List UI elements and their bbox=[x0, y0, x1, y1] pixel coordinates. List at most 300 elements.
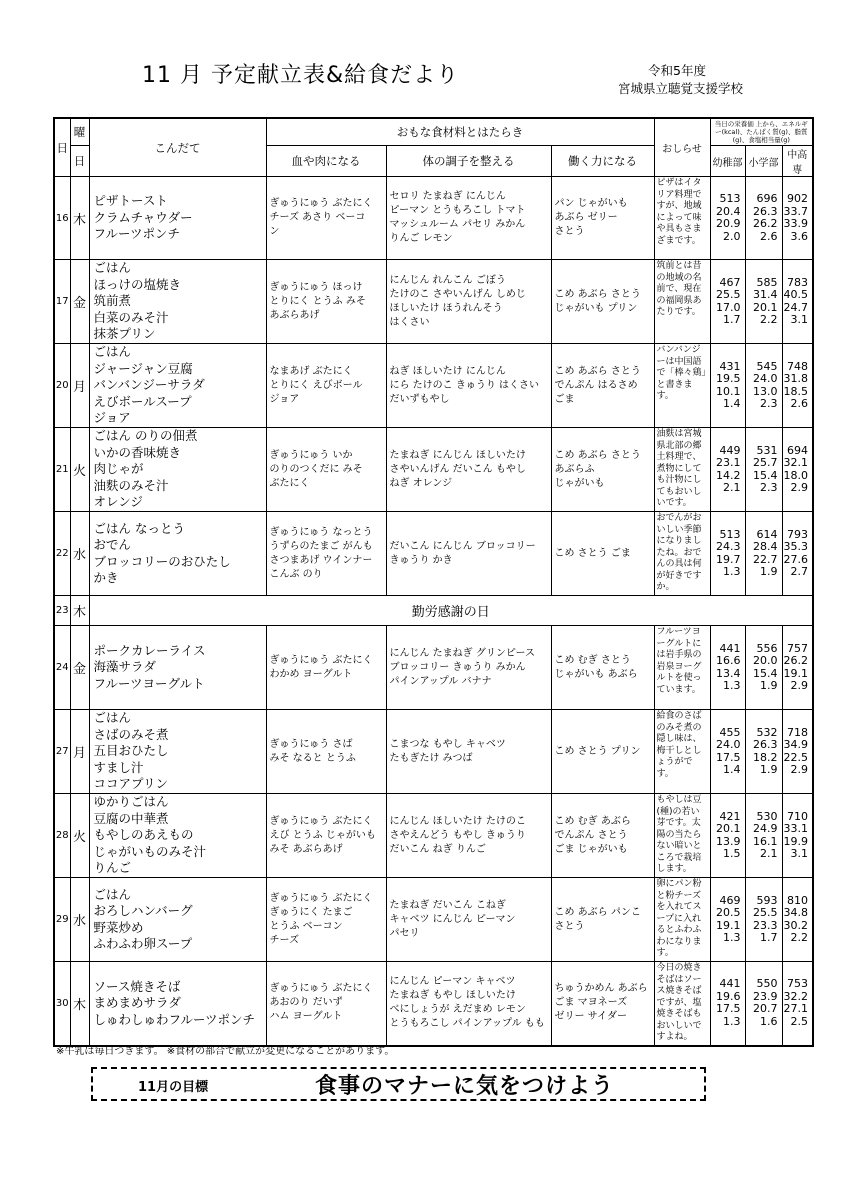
holiday-cell: 勤労感謝の日 bbox=[89, 596, 813, 626]
dish-list bbox=[89, 962, 266, 1046]
nutrition-middle-high-line: 2.9 bbox=[790, 763, 809, 776]
dish-list-line: フルーツヨーグルト bbox=[93, 675, 205, 691]
weekday-cell: 水 bbox=[70, 878, 89, 962]
nutrition-kinder bbox=[710, 710, 745, 794]
ingredients-blood-line: ぎゅうにゅう ほっけ bbox=[269, 281, 363, 293]
notice-cell: おでんがおいしい季節になりましたね。おでんの具は何が好きですか。 bbox=[654, 512, 710, 596]
ingredients-body bbox=[386, 512, 551, 596]
footnote: ※牛乳は毎日つきます。 ※食材の都合で献立が変更になることがあります。 bbox=[56, 1046, 395, 1057]
nutrition-kinder-line: 19.7 bbox=[716, 552, 741, 566]
nutrition-kinder-line: 1.3 bbox=[723, 565, 741, 578]
dish-list-line: しゅわしゅわフルーツポンチ bbox=[93, 1011, 256, 1027]
ingredients-blood bbox=[266, 344, 386, 428]
nutrition-elementary-line: 1.6 bbox=[760, 1014, 778, 1028]
table-row bbox=[54, 710, 813, 794]
ingredients-energy-line: ごま マヨネーズ bbox=[554, 997, 628, 1009]
nutrition-kinder bbox=[710, 344, 745, 428]
notice-cell: バンバンジーは中国語で「棒々鶏」と書きます。 bbox=[654, 344, 710, 428]
ingredients-blood-line: ぎゅうにゅう なっとう bbox=[269, 526, 373, 538]
nutrition-elementary-line: 24.9 bbox=[753, 822, 778, 835]
nutrition-elementary-line: 2.3 bbox=[760, 481, 778, 494]
nutrition-middle-high-line: 694 bbox=[787, 443, 809, 457]
nutrition-elementary-line: 26.3 bbox=[753, 738, 778, 751]
ingredients-body-line: たまねぎ だいこん こねぎ bbox=[389, 899, 506, 911]
day-cell: 28 bbox=[54, 794, 70, 878]
ingredients-body-line: とうもろこし パインアップル もも bbox=[389, 1018, 545, 1030]
notice-cell: 筑前とは昔の地域の名前で、現在の福岡県あたりです。 bbox=[654, 260, 710, 344]
dish-list-line: 抹茶プリン bbox=[93, 326, 156, 342]
col-nutrition-note: 当日の栄養価 上から、エネルギー(kcal)、たんぱく質(g)、脂質(g)、食塩相当量(g) bbox=[710, 118, 813, 146]
dish-list-line: かき bbox=[93, 570, 119, 585]
nutrition-middle-high-line: 18.0 bbox=[783, 468, 809, 482]
ingredients-energy-line: じゃがいも bbox=[554, 477, 605, 489]
nutrition-elementary bbox=[745, 428, 782, 512]
nutrition-elementary-line: 2.1 bbox=[760, 847, 778, 860]
dish-list-line: ココアプリン bbox=[93, 776, 169, 792]
dish-list bbox=[89, 878, 266, 962]
dish-list bbox=[89, 344, 266, 428]
dish-list-line: ほっけの塩焼き bbox=[93, 276, 182, 292]
ingredients-body-line: たまねぎ にんじん ほしいたけ bbox=[389, 449, 526, 461]
dish-list-line: オレンジ bbox=[93, 494, 143, 510]
nutrition-middle-high-line: 40.5 bbox=[783, 288, 809, 301]
nutrition-kinder-line: 17.0 bbox=[716, 300, 741, 314]
weekday-cell: 月 bbox=[70, 344, 89, 428]
ingredients-energy-line: こめ あぶら さとう bbox=[554, 288, 641, 300]
nutrition-middle-high-line: 810 bbox=[787, 893, 809, 907]
dish-list-line: ごはん なっとう bbox=[93, 520, 185, 536]
dish-list-line: ふわふわ卵スープ bbox=[93, 936, 193, 951]
nutrition-elementary-line: 2.3 bbox=[760, 397, 778, 410]
nutrition-elementary-line: 15.4 bbox=[753, 468, 778, 482]
nutrition-kinder-line: 16.6 bbox=[716, 654, 741, 667]
nutrition-middle-high-line: 27.6 bbox=[783, 552, 809, 566]
nutrition-elementary-line: 1.9 bbox=[760, 679, 778, 692]
ingredients-body bbox=[386, 260, 551, 344]
ingredients-blood-line: チーズ あさり ベーコ bbox=[269, 212, 366, 223]
nutrition-middle-high bbox=[782, 794, 813, 878]
nutrition-elementary-line: 556 bbox=[756, 641, 778, 655]
nutrition-elementary bbox=[745, 344, 782, 428]
nutrition-kinder-line: 469 bbox=[719, 893, 741, 907]
ingredients-blood-line: ぎゅうにく たまご bbox=[269, 906, 353, 918]
dish-list-line: えびボールスープ bbox=[93, 393, 192, 409]
dish-list bbox=[89, 794, 266, 878]
dish-list-line: ジョア bbox=[93, 410, 131, 426]
dish-list-line: すまし汁 bbox=[93, 759, 144, 775]
ingredients-energy-line: あぶら ゼリー bbox=[554, 212, 618, 223]
nutrition-middle-high-line: 33.9 bbox=[783, 217, 809, 230]
nutrition-middle-high-line: 31.8 bbox=[783, 372, 809, 385]
weekday-cell: 水 bbox=[70, 512, 89, 596]
ingredients-blood-line: ぶたにく bbox=[269, 477, 310, 489]
dish-list-line: 野菜炒め bbox=[93, 919, 144, 935]
nutrition-middle-high-line: 19.1 bbox=[783, 666, 809, 680]
ingredients-body-line: セロリ たまねぎ にんじん bbox=[389, 191, 506, 202]
nutrition-elementary-line: 585 bbox=[756, 275, 778, 289]
nutrition-middle-high-line: 2.2 bbox=[790, 931, 809, 944]
ingredients-blood bbox=[266, 260, 386, 344]
ingredients-blood-line: みそ なると とうふ bbox=[269, 752, 356, 764]
nutrition-kinder-line: 1.4 bbox=[723, 763, 741, 776]
ingredients-blood-line: ハム ヨーグルト bbox=[269, 1011, 343, 1023]
ingredients-blood-line: ジョア bbox=[269, 393, 300, 405]
ingredients-blood bbox=[266, 428, 386, 512]
ingredients-blood-line: チーズ bbox=[269, 934, 299, 946]
nutrition-middle-high-line: 22.5 bbox=[783, 750, 809, 764]
ingredients-energy-line: あぶらふ bbox=[554, 463, 595, 475]
col-blood: 血や肉になる bbox=[266, 146, 386, 177]
nutrition-middle-high bbox=[782, 260, 813, 344]
col-elementary: 小学部 bbox=[745, 146, 782, 177]
nutrition-middle-high-line: 3.6 bbox=[790, 229, 809, 243]
nutrition-elementary-line: 531 bbox=[756, 443, 778, 457]
school-name: 宮城県立聴覚支援学校 bbox=[618, 81, 744, 96]
nutrition-elementary bbox=[745, 878, 782, 962]
ingredients-energy-line: こめ あぶら パンこ bbox=[554, 906, 641, 918]
dish-list-line: バンバンジーサラダ bbox=[93, 377, 205, 393]
ingredients-body-line: マッシュルーム パセリ みかん bbox=[389, 219, 526, 230]
weekday-cell: 火 bbox=[70, 428, 89, 512]
ingredients-energy-line: こめ むぎ さとう bbox=[554, 654, 631, 666]
dish-list-line: ごはん bbox=[93, 710, 132, 726]
nutrition-kinder-line: 441 bbox=[719, 641, 741, 655]
dish-list bbox=[89, 626, 266, 710]
dish-list-line: おろしハンバーグ bbox=[93, 903, 193, 918]
ingredients-energy-line: ごま じゃがいも bbox=[554, 843, 628, 855]
day-cell: 29 bbox=[54, 878, 70, 962]
nutrition-middle-high bbox=[782, 710, 813, 794]
nutrition-kinder bbox=[710, 177, 745, 260]
nutrition-middle-high-line: 26.2 bbox=[783, 654, 809, 667]
ingredients-body-line: ねぎ オレンジ bbox=[389, 477, 453, 489]
nutrition-elementary-line: 15.4 bbox=[753, 666, 778, 680]
ingredients-blood-line: ぎゅうにゅう ぶたにく bbox=[269, 983, 373, 995]
ingredients-blood-line: とりにく とうふ みそ bbox=[269, 295, 366, 307]
nutrition-kinder-line: 449 bbox=[719, 443, 741, 457]
day-cell: 24 bbox=[54, 626, 70, 710]
nutrition-middle-high-line: 34.8 bbox=[783, 906, 809, 919]
table-row bbox=[54, 626, 813, 710]
nutrition-kinder bbox=[710, 428, 745, 512]
nutrition-kinder-line: 20.1 bbox=[716, 822, 741, 835]
ingredients-energy-line: ゼリー サイダー bbox=[554, 1011, 627, 1023]
dish-list-line: フルーツポンチ bbox=[93, 226, 181, 242]
ingredients-body-line: ピーマン とうもろこし トマト bbox=[389, 205, 526, 216]
nutrition-elementary-line: 545 bbox=[756, 359, 778, 373]
ingredients-blood-line: ぎゅうにゅう ぶたにく bbox=[269, 815, 373, 827]
dish-list-line: じゃがいものみそ汁 bbox=[93, 843, 207, 859]
nutrition-kinder-line: 17.5 bbox=[716, 1002, 741, 1016]
table-row bbox=[54, 512, 813, 596]
nutrition-elementary-line: 18.2 bbox=[753, 750, 778, 764]
ingredients-blood bbox=[266, 794, 386, 878]
nutrition-middle-high-line: 33.7 bbox=[783, 204, 809, 218]
day-cell: 20 bbox=[54, 344, 70, 428]
nutrition-elementary bbox=[745, 962, 782, 1046]
nutrition-middle-high-line: 753 bbox=[787, 977, 809, 991]
ingredients-body-line: パセリ bbox=[389, 927, 420, 939]
nutrition-middle-high-line: 34.9 bbox=[783, 738, 809, 751]
table-row bbox=[54, 428, 813, 512]
nutrition-middle-high bbox=[782, 878, 813, 962]
ingredients-body-line: にんじん ほしいたけ たけのこ bbox=[389, 815, 526, 827]
nutrition-elementary-line: 696 bbox=[756, 192, 778, 205]
notice-cell: フルーツヨーグルトには岩手県の岩泉ヨーグルトを使っています。 bbox=[654, 626, 710, 710]
ingredients-body-line: ブロッコリー きゅうり みかん bbox=[389, 661, 526, 673]
day-cell: 30 bbox=[54, 962, 70, 1046]
weekday-cell: 木 bbox=[70, 177, 89, 260]
ingredients-body bbox=[386, 344, 551, 428]
nutrition-elementary bbox=[745, 710, 782, 794]
nutrition-elementary-line: 532 bbox=[756, 725, 778, 739]
ingredients-blood bbox=[266, 512, 386, 596]
nutrition-elementary-line: 1.9 bbox=[760, 763, 778, 776]
ingredients-blood bbox=[266, 177, 386, 260]
ingredients-body-line: べにしょうが えだまめ レモン bbox=[389, 1004, 526, 1016]
col-dow-bottom: 日 bbox=[70, 146, 89, 177]
ingredients-energy-line: こめ あぶら さとう bbox=[554, 449, 641, 461]
ingredients-energy bbox=[551, 260, 654, 344]
ingredients-energy bbox=[551, 177, 654, 260]
col-notice: おしらせ bbox=[654, 118, 710, 177]
ingredients-body-line: にら たけのこ きゅうり はくさい bbox=[389, 379, 540, 391]
dish-list-line: 豆腐の中華煮 bbox=[93, 810, 169, 826]
day-cell: 22 bbox=[54, 512, 70, 596]
nutrition-middle-high-line: 710 bbox=[787, 809, 809, 823]
nutrition-middle-high bbox=[782, 428, 813, 512]
nutrition-middle-high-line: 3.1 bbox=[790, 847, 809, 860]
table-row bbox=[54, 596, 813, 626]
ingredients-blood-line: なまあげ ぶたにく bbox=[269, 365, 353, 377]
nutrition-kinder-line: 10.1 bbox=[716, 384, 741, 398]
day-cell: 23 bbox=[54, 596, 70, 626]
table-row bbox=[54, 878, 813, 962]
notice-cell: もやしは豆(種)の若い芽です。太陽の当たらない暗いところで栽培します。 bbox=[654, 794, 710, 878]
nutrition-elementary-line: 24.0 bbox=[753, 372, 778, 385]
ingredients-energy bbox=[551, 794, 654, 878]
dish-list-line: りんご bbox=[93, 860, 132, 876]
nutrition-elementary-line: 2.2 bbox=[760, 313, 778, 326]
ingredients-energy-line: さとう bbox=[554, 226, 585, 237]
nutrition-kinder-line: 19.5 bbox=[716, 372, 741, 385]
nutrition-elementary bbox=[745, 626, 782, 710]
ingredients-energy bbox=[551, 710, 654, 794]
ingredients-blood-line: わかめ ヨーグルト bbox=[269, 668, 353, 680]
nutrition-elementary bbox=[745, 177, 782, 260]
notice-cell: 油麩は宮城県北部の郷土料理で、煮物にしても汁物にしてもおいしいです。 bbox=[654, 428, 710, 512]
nutrition-elementary-line: 593 bbox=[756, 893, 778, 907]
dish-list-line: ごはん bbox=[93, 344, 132, 360]
nutrition-kinder-line: 25.5 bbox=[716, 288, 741, 301]
dish-list-line: いかの香味焼き bbox=[93, 444, 182, 460]
table-row bbox=[54, 260, 813, 344]
nutrition-elementary-line: 20.1 bbox=[753, 300, 778, 314]
nutrition-kinder bbox=[710, 878, 745, 962]
dish-list-line: ごはん のりの佃煮 bbox=[93, 428, 198, 444]
ingredients-blood-line: ぎゅうにゅう ぶたにく bbox=[269, 654, 373, 666]
col-body: 体の調子を整える bbox=[386, 146, 551, 177]
day-cell: 16 bbox=[54, 177, 70, 260]
table-row bbox=[54, 962, 813, 1046]
nutrition-middle-high-line: 748 bbox=[787, 359, 809, 373]
nutrition-kinder-line: 13.4 bbox=[716, 666, 741, 680]
ingredients-energy-line: こめ あぶら さとう bbox=[554, 365, 641, 377]
nutrition-kinder-line: 467 bbox=[719, 275, 741, 289]
ingredients-energy-line: パン じゃがいも bbox=[554, 198, 628, 209]
ingredients-body bbox=[386, 878, 551, 962]
nutrition-elementary bbox=[745, 794, 782, 878]
ingredients-blood-line: うずらのたまご がんも bbox=[269, 540, 373, 552]
nutrition-kinder-line: 17.5 bbox=[716, 750, 741, 764]
col-menu: こんだて bbox=[89, 118, 266, 177]
ingredients-body-line: たけのこ さやいんげん しめじ bbox=[389, 288, 526, 300]
ingredients-blood-line: あおのり だいず bbox=[269, 997, 343, 1009]
nutrition-middle-high-line: 2.7 bbox=[790, 565, 809, 578]
nutrition-kinder bbox=[710, 962, 745, 1046]
nutrition-kinder-line: 1.4 bbox=[723, 397, 741, 410]
ingredients-body bbox=[386, 177, 551, 260]
ingredients-body-line: キャベツ にんじん ピーマン bbox=[389, 913, 516, 925]
nutrition-kinder-line: 1.3 bbox=[723, 679, 741, 692]
weekday-cell: 金 bbox=[70, 260, 89, 344]
table-row bbox=[54, 177, 813, 260]
ingredients-body-line: だいこん ねぎ りんご bbox=[389, 843, 486, 855]
ingredients-energy bbox=[551, 344, 654, 428]
dish-list-line: まめまめサラダ bbox=[93, 995, 181, 1010]
dish-list-line: ブロッコリーのおひたし bbox=[93, 553, 231, 569]
ingredients-body-line: りんご レモン bbox=[389, 233, 453, 244]
nutrition-middle-high-line: 32.1 bbox=[783, 456, 809, 469]
day-cell: 27 bbox=[54, 710, 70, 794]
nutrition-middle-high bbox=[782, 962, 813, 1046]
nutrition-kinder-line: 1.7 bbox=[723, 313, 741, 326]
nutrition-middle-high bbox=[782, 177, 813, 260]
ingredients-body bbox=[386, 962, 551, 1046]
ingredients-blood-line: のりのつくだに みそ bbox=[269, 463, 363, 475]
nutrition-kinder-line: 455 bbox=[719, 725, 741, 739]
nutrition-kinder-line: 20.4 bbox=[716, 204, 741, 218]
ingredients-body bbox=[386, 794, 551, 878]
day-cell: 21 bbox=[54, 428, 70, 512]
nutrition-middle-high-line: 2.6 bbox=[790, 397, 809, 410]
ingredients-body-line: にんじん ピーマン キャベツ bbox=[389, 976, 516, 988]
notice-cell: 卵にパン粉と粉チーズを入れてスープに入れるとふわふわになります。 bbox=[654, 878, 710, 962]
notice-cell: 今日の焼きそばはソース焼きそばですが、塩焼きそばもおいしいですよね。 bbox=[654, 962, 710, 1046]
ingredients-body-line: さやいんげん だいこん もやし bbox=[389, 463, 526, 475]
nutrition-middle-high-line: 2.5 bbox=[790, 1014, 809, 1028]
ingredients-blood bbox=[266, 878, 386, 962]
nutrition-middle-high bbox=[782, 626, 813, 710]
ingredients-blood-line: ぎゅうにゅう さば bbox=[269, 738, 353, 750]
nutrition-elementary-line: 23.3 bbox=[753, 918, 778, 932]
dish-list-line: 油麩のみそ汁 bbox=[93, 477, 169, 493]
ingredients-energy bbox=[551, 878, 654, 962]
ingredients-blood-line: ぎゅうにゅう ぶたにく bbox=[269, 198, 373, 209]
notice-cell: ピザはイタリア料理ですが、地域によって味や具もさまざまです。 bbox=[654, 177, 710, 260]
nutrition-kinder-line: 1.3 bbox=[723, 1014, 741, 1028]
ingredients-blood-line: とりにく えびボール bbox=[269, 379, 363, 391]
dish-list bbox=[89, 710, 266, 794]
dish-list-line: さばのみそ煮 bbox=[93, 726, 169, 742]
nutrition-middle-high-line: 32.2 bbox=[783, 989, 809, 1003]
dish-list-line: 肉じゃが bbox=[93, 461, 144, 477]
nutrition-elementary-line: 26.2 bbox=[753, 217, 778, 230]
ingredients-energy-line: こめ さとう プリン bbox=[554, 745, 641, 757]
dish-list-line: クラムチャウダー bbox=[93, 209, 193, 225]
ingredients-energy bbox=[551, 428, 654, 512]
ingredients-blood-line: ぎゅうにゅう ぶたにく bbox=[269, 892, 373, 904]
col-energy: 働く力になる bbox=[551, 146, 654, 177]
nutrition-kinder bbox=[710, 794, 745, 878]
nutrition-middle-high-line: 18.5 bbox=[783, 384, 809, 398]
ingredients-energy-line: でんぷん はるさめ bbox=[554, 379, 638, 391]
nutrition-middle-high-line: 783 bbox=[787, 275, 809, 289]
nutrition-kinder-line: 14.2 bbox=[716, 468, 741, 482]
ingredients-body-line: こまつな もやし キャベツ bbox=[389, 738, 506, 750]
nutrition-kinder bbox=[710, 512, 745, 596]
ingredients-body-line: たまねぎ もやし ほしいたけ bbox=[389, 990, 516, 1002]
nutrition-elementary-line: 22.7 bbox=[753, 552, 778, 566]
ingredients-energy bbox=[551, 626, 654, 710]
ingredients-body-line: はくさい bbox=[389, 316, 430, 328]
col-day: 日 bbox=[54, 118, 70, 177]
nutrition-middle-high-line: 33.1 bbox=[783, 822, 809, 835]
ingredients-blood bbox=[266, 962, 386, 1046]
ingredients-energy bbox=[551, 962, 654, 1046]
nutrition-kinder-line: 2.0 bbox=[723, 229, 741, 243]
nutrition-middle-high-line: 793 bbox=[787, 527, 809, 541]
dish-list-line: おでん bbox=[93, 537, 131, 552]
page-title: 11 月 予定献立表&給食だより bbox=[142, 63, 460, 88]
dish-list-line: もやしのあえもの bbox=[93, 827, 194, 843]
nutrition-kinder-line: 20.9 bbox=[716, 217, 741, 230]
ingredients-body-line: にんじん れんこん ごぼう bbox=[389, 274, 506, 286]
ingredients-body-line: だいこん にんじん ブロッコリー bbox=[389, 540, 536, 552]
ingredients-blood-line: あぶらあげ bbox=[269, 309, 320, 321]
nutrition-elementary bbox=[745, 512, 782, 596]
dish-list-line: 五目おひたし bbox=[93, 743, 169, 759]
goal-label: 11月の目標 bbox=[138, 1080, 209, 1095]
monthly-goal-box bbox=[91, 1067, 706, 1101]
ingredients-body-line: だいずもやし bbox=[389, 393, 450, 405]
ingredients-body bbox=[386, 710, 551, 794]
ingredients-body-line: パインアップル バナナ bbox=[389, 675, 492, 687]
nutrition-elementary-line: 1.7 bbox=[760, 931, 778, 944]
school-info bbox=[618, 62, 743, 98]
day-cell: 17 bbox=[54, 260, 70, 344]
ingredients-energy-line: ちゅうかめん あぶら bbox=[554, 983, 648, 995]
nutrition-middle-high bbox=[782, 512, 813, 596]
nutrition-elementary bbox=[745, 260, 782, 344]
ingredients-blood bbox=[266, 626, 386, 710]
ingredients-body-line: さやえんどう もやし きゅうり bbox=[389, 829, 526, 841]
ingredients-blood-line: みそ あぶらあげ bbox=[269, 843, 343, 855]
ingredients-energy-line: でんぷん さとう bbox=[554, 829, 628, 841]
ingredients-blood-line: ン bbox=[269, 226, 280, 237]
col-middle-high: 中高専 bbox=[782, 146, 813, 177]
dish-list bbox=[89, 260, 266, 344]
nutrition-elementary-line: 20.7 bbox=[753, 1002, 778, 1016]
ingredients-blood-line: こんぶ のり bbox=[269, 568, 323, 580]
dish-list-line: ごはん bbox=[93, 886, 132, 902]
dish-list-line: ごはん bbox=[93, 260, 132, 276]
ingredients-body bbox=[386, 626, 551, 710]
fiscal-year: 令和5年度 bbox=[648, 63, 706, 78]
nutrition-middle-high-line: 24.7 bbox=[783, 300, 809, 314]
nutrition-kinder-line: 13.9 bbox=[716, 834, 741, 848]
ingredients-energy-line: じゃがいも あぶら bbox=[554, 668, 638, 680]
